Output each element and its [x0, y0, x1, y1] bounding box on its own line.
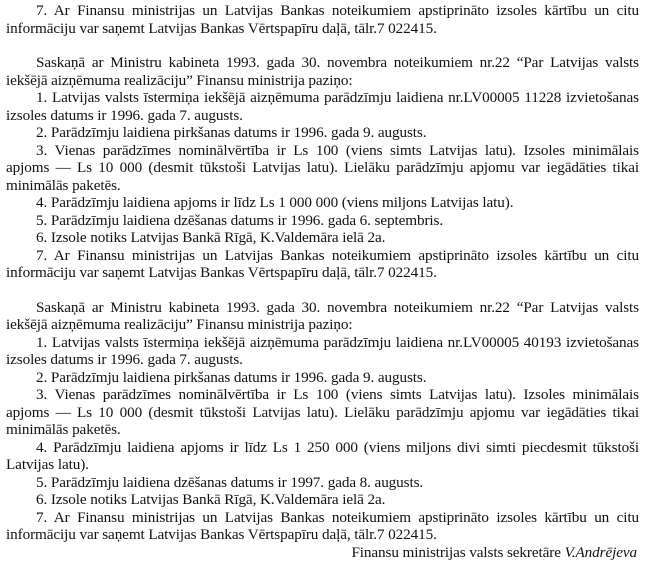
block2-item-1: 1. Latvijas valsts īstermiņa iekšējā aizņēmuma parādzīmju laidiena nr.LV00005 40193 izvietošanas izsoles datums ir 1996. gada 7. augusts.: [6, 333, 639, 368]
signature-title: Finansu ministrijas valsts sekretāre: [351, 543, 561, 561]
signature-line: [6, 544, 639, 562]
section-gap: [6, 37, 639, 54]
block2-intro: Saskaņā ar Ministru kabineta 1993. gada 30. novembra noteikumiem nr.22 “Par Latvijas valsts iekšējā aizņēmuma realizāciju” Finansu ministrija paziņo:: [6, 298, 639, 333]
block1-item-4: 4. Parādzīmju laidiena apjoms ir līdz Ls 1 000 000 (viens miljons Latvijas latu).: [36, 194, 514, 211]
announcement-block-1: [6, 54, 639, 282]
block1-item-1: 1. Latvijas valsts īstermiņa iekšējā aizņēmuma parādzīmju laidiena nr.LV00005 11228 izvietošanas izsoles datums ir 1996. gada 7. augusts.: [6, 89, 639, 124]
block2-item-5: 5. Parādzīmju laidiena dzēšanas datums ir 1997. gada 8. augusts.: [36, 473, 424, 491]
block1-item-7: 7. Ar Finansu ministrijas un Latvijas Bankas noteikumiem apstiprināto izsoles kārtību un citu informāciju var saņemt Latvijas Bankas Vērtspapīru daļā, tālr.7 022415.: [6, 246, 639, 281]
block2-item-3: 3. Vienas parādzīmes nominālvērtība ir Ls 100 (viens simts Latvijas latu). Izsoles minimālais apjoms — Ls 10 000 (desmit tūkstoši Latvijas latu). Lielāku parādzīmju apjomu var iegādāties tikai minimālās paketēs.: [6, 386, 639, 438]
top-item-7: 7. Ar Finansu ministrijas un Latvijas Bankas noteikumiem apstiprināto izsoles kārtību un citu informāciju var saņemt Latvijas Bankas Vērtspapīru daļā, tālr.7 022415.: [6, 2, 639, 37]
announcement-block-2: [6, 299, 639, 544]
block1-item-5: 5. Parādzīmju laidiena dzēšanas datums ir 1996. gada 6. septembris.: [36, 211, 444, 229]
block1-item-2: 2. Parādzīmju laidiena pirkšanas datums ir 1996. gada 9. augusts.: [36, 124, 427, 141]
block2-item-2: 2. Parādzīmju laidiena pirkšanas datums ir 1996. gada 9. augusts.: [36, 368, 427, 386]
section-gap: [6, 282, 639, 299]
block2-item-6: 6. Izsole notiks Latvijas Bankā Rīgā, K.Valdemāra ielā 2a.: [36, 491, 386, 508]
document-page: [6, 2, 639, 561]
block1-item-3: 3. Vienas parādzīmes nominālvērtība ir Ls 100 (viens simts Latvijas latu). Izsoles minimālais apjoms — Ls 10 000 (desmit tūkstoši Latvijas latu). Lielāku parādzīmju apjomu var iegādāties tikai minimālās paketēs.: [6, 141, 639, 194]
block1-intro: Saskaņā ar Ministru kabineta 1993. gada 30. novembra noteikumiem nr.22 “Par Latvijas valsts iekšējā aizņēmuma realizāciju” Finansu ministrija paziņo:: [6, 54, 639, 89]
block2-item-7: 7. Ar Finansu ministrijas un Latvijas Bankas noteikumiem apstiprināto izsoles kārtību un citu informāciju var saņemt Latvijas Bankas Vērtspapīru daļā, tālr.7 022415.: [6, 508, 639, 543]
block2-item-4: 4. Parādzīmju laidiena apjoms ir līdz Ls 1 250 000 (viens miljons divi simti piecdesmit tūkstoši Latvijas latu).: [6, 438, 639, 473]
block1-item-6: 6. Izsole notiks Latvijas Bankā Rīgā, K.Valdemāra ielā 2a.: [36, 229, 386, 246]
signature-name: V.Andrējeva: [564, 543, 637, 561]
